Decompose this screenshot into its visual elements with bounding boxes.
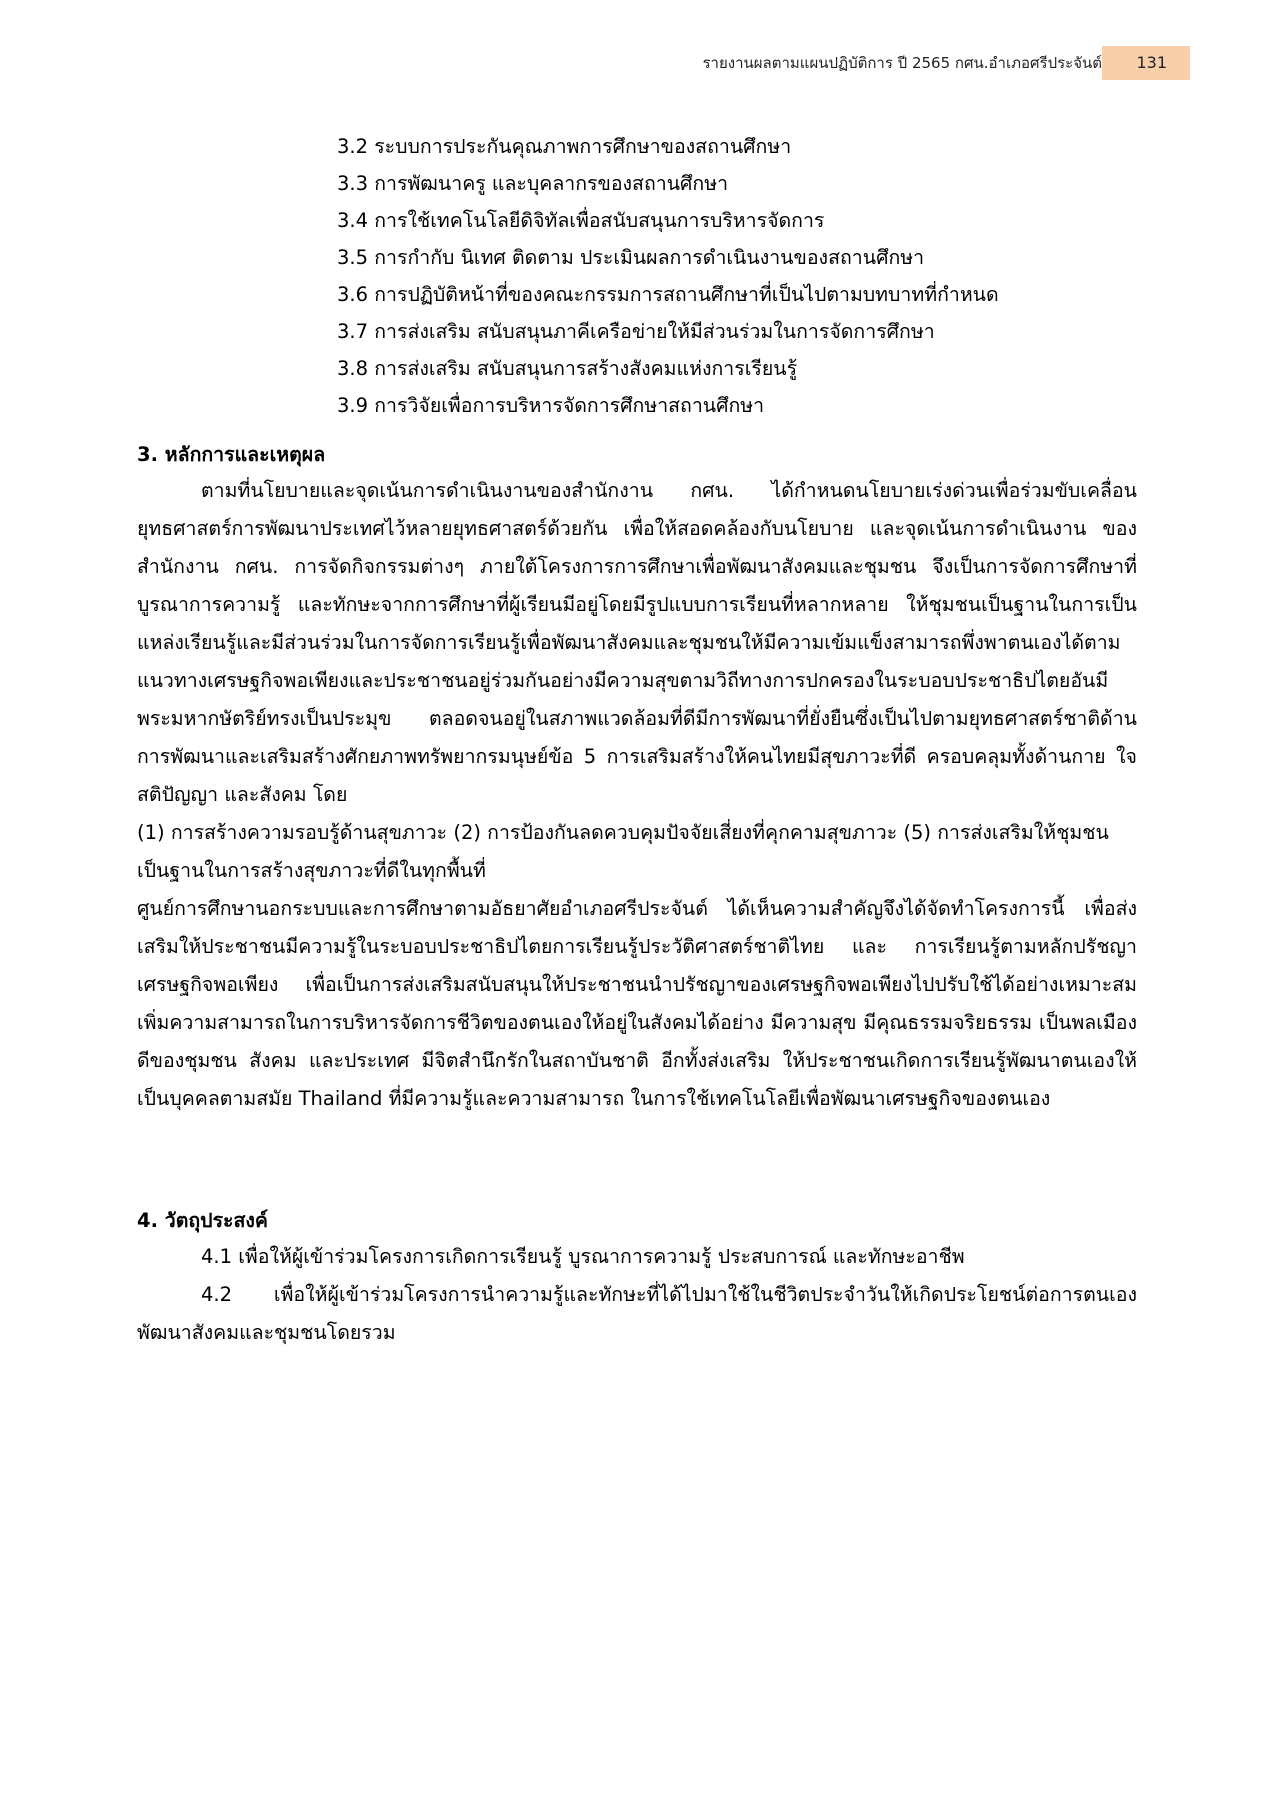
- section-heading-principles: 3. หลักการและเหตุผล: [137, 443, 326, 466]
- section-spacer: [137, 1118, 1137, 1190]
- page-number: 131: [1136, 53, 1167, 72]
- list-item: 3.9 การวิจัยเพื่อการบริหารจัดการศึกษาสถานศึกษา: [337, 394, 765, 417]
- sub-item-list: [137, 128, 1137, 424]
- list-item: 3.6 การปฏิบัติหน้าที่ของคณะกรรมการสถานศึกษาที่เป็นไปตามบทบาทที่กำหนด: [337, 283, 999, 306]
- section3-paragraph-3: ศูนย์การศึกษานอกระบบและการศึกษาตามอัธยาศัยอำเภอศรีประจันต์ ได้เห็นความสำคัญจึงได้จัดทำโครงการนี้ เพื่อส่งเสริมให้ประชาชนมีความรู้ในระบอบประชาธิปไตยการเรียนรู้ประวัติศาสตร์ชาติไทย และ การเรียนรู้ตามหลักปรัชญาเศรษฐกิจพอเพียง เพื่อเป็นการส่งเสริมสนับสนุนให้ประชาชนนำปรัชญาของเศรษฐกิจพอเพียงไปปรับใช้ได้อย่างเหมาะสมเพิ่มความสามารถในการบริหารจัดการชีวิตของตนเองให้อยู่ในสังคมได้อย่าง มีความสุข มีคุณธรรมจริยธรรม เป็นพลเมืองดีของชุมชน สังคม และประเทศ มีจิตสำนึกรักในสถาบันชาติ อีกทั้งส่งเสริม ให้ประชาชนเกิดการเรียนรู้พัฒนาตนเองให้เป็นบุคคลตามสมัย Thailand ที่มีความรู้และความสามารถ ในการใช้เทคโนโลยีเพื่อพัฒนาเศรษฐกิจของตนเอง: [137, 897, 1137, 1110]
- section-heading-objectives: 4. วัตถุประสงค์: [137, 1209, 268, 1232]
- running-title: รายงานผลตามแผนปฏิบัติการ ปี 2565 กศน.อำเภอศรีประจันต์: [702, 54, 1102, 72]
- list-item: 3.8 การส่งเสริม สนับสนุนการสร้างสังคมแห่งการเรียนรู้: [337, 357, 798, 380]
- list-item: 3.2 ระบบการประกันคุณภาพการศึกษาของสถานศึกษา: [337, 135, 792, 158]
- list-item: 3.5 การกำกับ นิเทศ ติดตาม ประเมินผลการดำเนินงานของสถานศึกษา: [337, 246, 925, 269]
- list-item: 3.4 การใช้เทคโนโลยีดิจิทัลเพื่อสนับสนุนการบริหารจัดการ: [337, 209, 825, 232]
- page-header: [0, 46, 1273, 80]
- objective-item-1: 4.1 เพื่อให้ผู้เข้าร่วมโครงการเกิดการเรียนรู้ บูรณาการความรู้ ประสบการณ์ และทักษะอาชีพ: [201, 1245, 965, 1268]
- list-item: 3.7 การส่งเสริม สนับสนุนภาคีเครือข่ายให้มีส่วนร่วมในการจัดการศึกษา: [337, 320, 935, 343]
- section3-paragraph-1: ตามที่นโยบายและจุดเน้นการดำเนินงานของสำนักงาน กศน. ได้กำหนดนโยบายเร่งด่วนเพื่อร่วมขับเคลื่อนยุทธศาสตร์การพัฒนาประเทศไว้หลายยุทธศาสตร์ด้วยกัน เพื่อให้สอดคล้องกับนโยบาย และจุดเน้นการดำเนินงาน ของสำนักงาน กศน. การจัดกิจกรรมต่างๆ ภายใต้โครงการการศึกษาเพื่อพัฒนาสังคมและชุมชน จึงเป็นการจัดการศึกษาที่บูรณาการความรู้ และทักษะจากการศึกษาที่ผู้เรียนมีอยู่โดยมีรูปแบบการเรียนที่หลากหลาย ให้ชุมชนเป็นฐานในการเป็นแหล่งเรียนรู้และมีส่วนร่วมในการจัดการเรียนรู้เพื่อพัฒนาสังคมและชุมชนให้มีความเข้มแข็งสามารถพึ่งพาตนเองได้ตามแนวทางเศรษฐกิจพอเพียงและประชาชนอยู่ร่วมกันอย่างมีความสุขตามวิถีทางการปกครองในระบอบประชาธิปไตยอันมีพระมหากษัตริย์ทรงเป็นประมุข ตลอดจนอยู่ในสภาพแวดล้อมที่ดีมีการพัฒนาที่ยั่งยืนซึ่งเป็นไปตามยุทธศาสตร์ชาติด้านการพัฒนาและเสริมสร้างศักยภาพทรัพยากรมนุษย์ข้อ 5 การเสริมสร้างให้คนไทยมีสุขภาวะที่ดี ครอบคลุมทั้งด้านกาย ใจ สติปัญญา และสังคม โดย: [137, 479, 1137, 806]
- page-body: [137, 128, 1137, 1352]
- objective-item-2: 4.2 เพื่อให้ผู้เข้าร่วมโครงการนำความรู้และทักษะที่ได้ไปมาใช้ในชีวิตประจำวันให้เกิดประโยชน์ต่อการตนเอง พัฒนาสังคมและชุมชนโดยรวม: [137, 1283, 1137, 1344]
- list-item: 3.3 การพัฒนาครู และบุคลากรของสถานศึกษา: [337, 172, 729, 195]
- section3-paragraph-2: (1) การสร้างความรอบรู้ด้านสุขภาวะ (2) การป้องกันลดควบคุมปัจจัยเสี่ยงที่คุกคามสุขภาวะ (5) การส่งเสริมให้ชุมชนเป็นฐานในการสร้างสุขภาวะที่ดีในทุกพื้นที่: [137, 821, 1109, 882]
